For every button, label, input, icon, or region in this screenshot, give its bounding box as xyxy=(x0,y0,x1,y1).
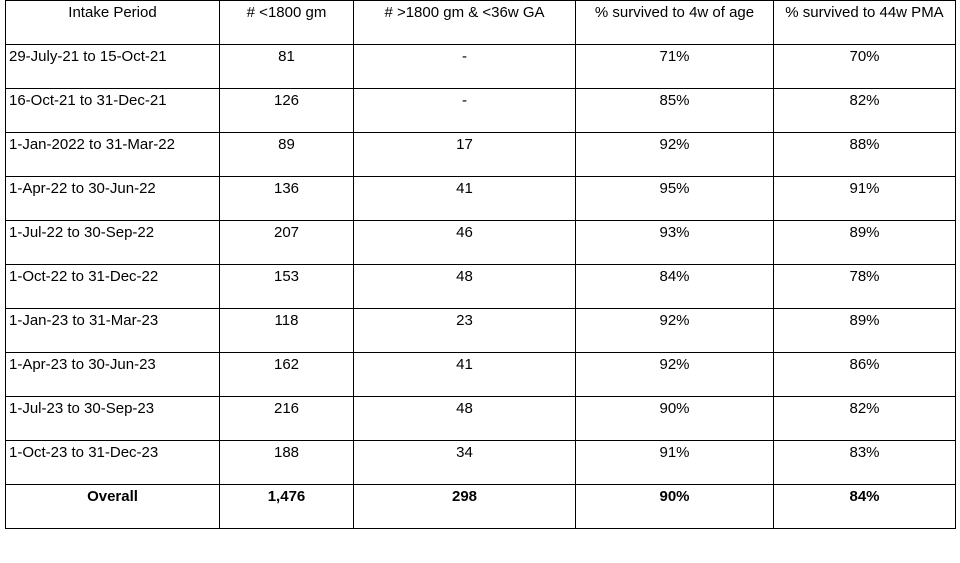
table-body xyxy=(6,45,956,529)
table-row xyxy=(6,177,956,221)
cell-intake-period: 16-Oct-21 to 31-Dec-21 xyxy=(6,89,220,133)
cell-survived-4w: 95% xyxy=(576,177,774,221)
cell-survived-4w: 71% xyxy=(576,45,774,89)
cell-under-1800gm: 216 xyxy=(220,397,354,441)
table-row xyxy=(6,265,956,309)
cell-over-1800gm: 46 xyxy=(354,221,576,265)
header-over-1800gm-under-36w: # >1800 gm & <36w GA xyxy=(354,1,576,45)
cell-over-1800gm: - xyxy=(354,45,576,89)
cell-intake-period: 1-Apr-22 to 30-Jun-22 xyxy=(6,177,220,221)
table-row xyxy=(6,45,956,89)
cell-survived-44w: 70% xyxy=(774,45,956,89)
cell-survived-4w: 93% xyxy=(576,221,774,265)
table-row xyxy=(6,309,956,353)
cell-overall-over-1800gm: 298 xyxy=(354,485,576,529)
cell-intake-period: 1-Apr-23 to 30-Jun-23 xyxy=(6,353,220,397)
header-intake-period: Intake Period xyxy=(6,1,220,45)
intake-survival-table xyxy=(5,0,956,529)
cell-survived-44w: 89% xyxy=(774,221,956,265)
overall-row xyxy=(6,485,956,529)
cell-over-1800gm: 48 xyxy=(354,397,576,441)
cell-survived-44w: 91% xyxy=(774,177,956,221)
cell-survived-44w: 78% xyxy=(774,265,956,309)
header-row xyxy=(6,1,956,45)
cell-survived-4w: 85% xyxy=(576,89,774,133)
cell-overall-survived-4w: 90% xyxy=(576,485,774,529)
cell-survived-4w: 84% xyxy=(576,265,774,309)
table-row xyxy=(6,89,956,133)
table-row xyxy=(6,441,956,485)
table-header xyxy=(6,1,956,45)
cell-overall-survived-44w: 84% xyxy=(774,485,956,529)
cell-under-1800gm: 207 xyxy=(220,221,354,265)
cell-under-1800gm: 126 xyxy=(220,89,354,133)
cell-survived-4w: 92% xyxy=(576,353,774,397)
cell-over-1800gm: 41 xyxy=(354,177,576,221)
cell-under-1800gm: 81 xyxy=(220,45,354,89)
cell-under-1800gm: 188 xyxy=(220,441,354,485)
cell-intake-period: 1-Oct-22 to 31-Dec-22 xyxy=(6,265,220,309)
cell-survived-4w: 92% xyxy=(576,133,774,177)
cell-intake-period: 1-Jul-22 to 30-Sep-22 xyxy=(6,221,220,265)
table-row xyxy=(6,353,956,397)
cell-survived-44w: 83% xyxy=(774,441,956,485)
cell-over-1800gm: 34 xyxy=(354,441,576,485)
header-survived-4w: % survived to 4w of age xyxy=(576,1,774,45)
cell-under-1800gm: 136 xyxy=(220,177,354,221)
table-row xyxy=(6,221,956,265)
header-survived-44w-pma: % survived to 44w PMA xyxy=(774,1,956,45)
cell-survived-44w: 88% xyxy=(774,133,956,177)
table-row xyxy=(6,397,956,441)
cell-over-1800gm: 17 xyxy=(354,133,576,177)
cell-under-1800gm: 153 xyxy=(220,265,354,309)
cell-over-1800gm: 48 xyxy=(354,265,576,309)
cell-intake-period: 1-Jul-23 to 30-Sep-23 xyxy=(6,397,220,441)
header-under-1800gm: # <1800 gm xyxy=(220,1,354,45)
cell-under-1800gm: 89 xyxy=(220,133,354,177)
cell-survived-44w: 82% xyxy=(774,397,956,441)
cell-survived-44w: 82% xyxy=(774,89,956,133)
cell-intake-period: 1-Jan-2022 to 31-Mar-22 xyxy=(6,133,220,177)
cell-over-1800gm: 23 xyxy=(354,309,576,353)
cell-survived-4w: 92% xyxy=(576,309,774,353)
cell-under-1800gm: 118 xyxy=(220,309,354,353)
cell-intake-period: 29-July-21 to 15-Oct-21 xyxy=(6,45,220,89)
cell-overall-label: Overall xyxy=(6,485,220,529)
table-row xyxy=(6,133,956,177)
cell-intake-period: 1-Jan-23 to 31-Mar-23 xyxy=(6,309,220,353)
cell-over-1800gm: - xyxy=(354,89,576,133)
cell-overall-under-1800gm: 1,476 xyxy=(220,485,354,529)
cell-survived-44w: 89% xyxy=(774,309,956,353)
cell-survived-4w: 90% xyxy=(576,397,774,441)
cell-survived-4w: 91% xyxy=(576,441,774,485)
cell-intake-period: 1-Oct-23 to 31-Dec-23 xyxy=(6,441,220,485)
cell-under-1800gm: 162 xyxy=(220,353,354,397)
cell-over-1800gm: 41 xyxy=(354,353,576,397)
cell-survived-44w: 86% xyxy=(774,353,956,397)
